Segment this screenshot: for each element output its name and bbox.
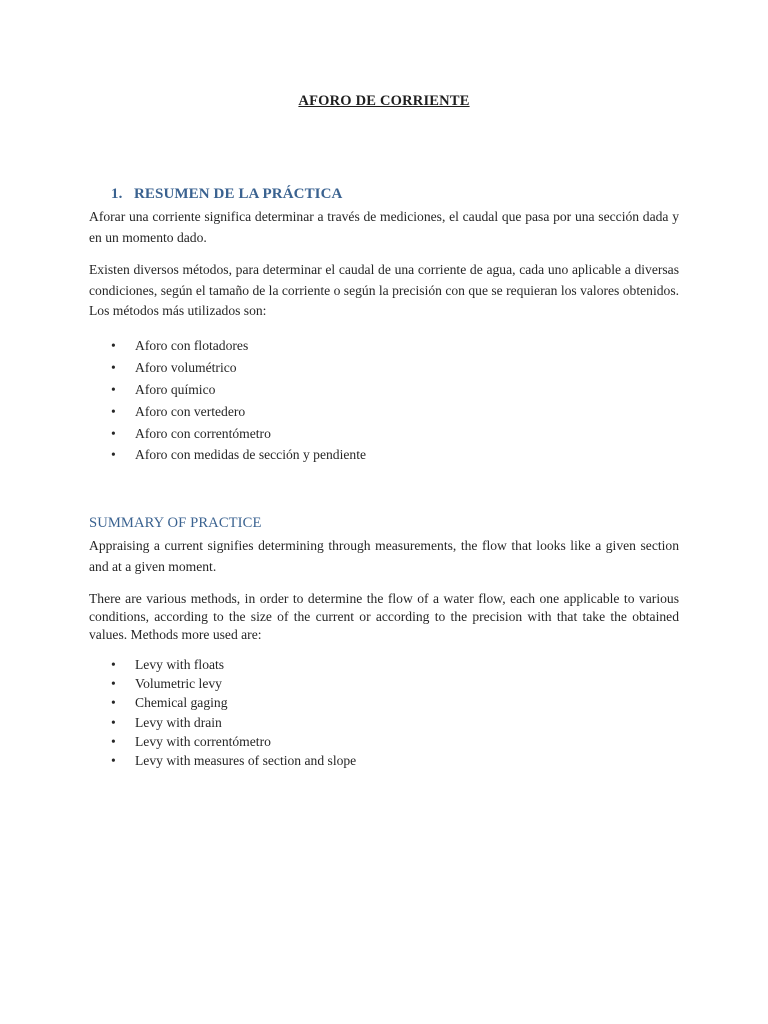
list-item-text: Aforo con vertedero	[135, 403, 246, 419]
list-item-text: Aforo con flotadores	[135, 338, 249, 353]
bullet-icon: •	[111, 752, 116, 768]
list-item-text: Aforo volumétrico	[135, 359, 237, 375]
list-item-text: Aforo con correntómetro	[135, 425, 271, 441]
list-item	[89, 358, 366, 380]
bullet-icon: •	[111, 359, 116, 375]
list-item	[89, 445, 366, 467]
bullet-icon: •	[111, 381, 116, 397]
list-item	[89, 694, 356, 713]
section-number: 1.	[111, 186, 123, 202]
bullet-icon: •	[111, 447, 116, 463]
bullet-icon: •	[111, 733, 116, 749]
bullet-icon: •	[111, 657, 116, 672]
paragraph-resumen-1: Aforar una corriente significa determinar a través de mediciones, el caudal que pasa por una sección dada y en un momento dado.	[89, 209, 679, 245]
bullet-icon: •	[111, 403, 116, 419]
list-item-text: Volumetric levy	[135, 676, 222, 692]
bullet-icon: •	[111, 714, 116, 730]
list-item	[89, 656, 356, 675]
paragraph-summary-2: There are various methods, in order to determine the flow of a water flow, each one applicable to various conditions, according to the size of the current or according to the precision with that take the obtained values. Methods more used are:	[89, 591, 679, 642]
list-item-text: Aforo con medidas de sección y pendiente	[135, 447, 367, 463]
list-item-text: Levy with drain	[135, 714, 222, 730]
methods-list-es	[89, 336, 366, 467]
list-item	[89, 402, 366, 424]
summary-heading: SUMMARY OF PRACTICE	[89, 515, 262, 531]
paragraph-summary-1: Appraising a current signifies determining through measurements, the flow that looks like a given section and at a given moment.	[89, 538, 679, 574]
bullet-icon: •	[111, 676, 116, 692]
methods-list-en	[89, 656, 356, 771]
list-item	[89, 675, 356, 694]
bullet-icon: •	[111, 425, 116, 441]
list-item	[89, 714, 356, 733]
list-item-text: Aforo químico	[135, 381, 216, 397]
bullet-icon: •	[111, 695, 116, 711]
section-heading-resumen	[111, 186, 342, 203]
list-item-text: Chemical gaging	[135, 695, 228, 711]
document-title: AFORO DE CORRIENTE	[298, 93, 470, 109]
list-item	[89, 424, 366, 446]
list-item-text: Levy with correntómetro	[135, 733, 271, 749]
bullet-icon: •	[111, 338, 116, 353]
paragraph-resumen-2: Existen diversos métodos, para determinar el caudal de una corriente de agua, cada uno aplicable a diversas condiciones, según el tamaño de la corriente o según la precisión con que se requieran los valores obtenidos. Los métodos más utilizados son:	[89, 262, 680, 319]
list-item	[89, 752, 356, 771]
list-item	[89, 336, 366, 358]
list-item	[89, 380, 366, 402]
list-item	[89, 733, 356, 752]
list-item-text: Levy with floats	[135, 657, 225, 672]
section-heading-text: RESUMEN DE LA PRÁCTICA	[134, 186, 343, 202]
list-item-text: Levy with measures of section and slope	[135, 752, 357, 768]
